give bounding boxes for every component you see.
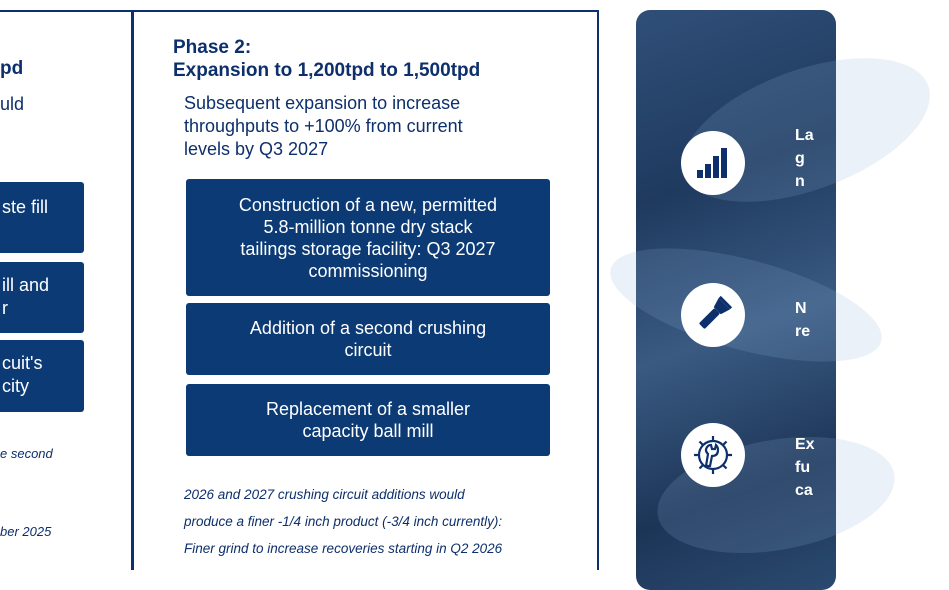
initiative-line: tailings storage facility: Q3 2027 xyxy=(240,238,496,259)
highlight-line: ca xyxy=(795,482,813,499)
left-note: e second xyxy=(0,446,53,461)
left-box-2-line: r xyxy=(2,298,8,318)
highlight-text-2 xyxy=(795,297,810,343)
gear-wrench-icon xyxy=(690,432,736,478)
initiative-line: capacity ball mill xyxy=(302,421,434,441)
phase2-desc-line: levels by Q3 2027 xyxy=(184,139,329,159)
left-box-1-line: ste fill xyxy=(2,197,49,217)
left-box-3 xyxy=(0,340,84,412)
note-line: 2026 and 2027 crushing circuit additions would xyxy=(184,487,465,502)
left-box-2 xyxy=(0,262,84,333)
phase2-title-line: Expansion to 1,200tpd to 1,500tpd xyxy=(173,60,481,81)
background-swirl xyxy=(599,225,893,384)
bar-chart-icon xyxy=(694,144,732,182)
highlight-line: La xyxy=(795,127,814,144)
left-heading: pd xyxy=(0,58,24,79)
highlight-line: N xyxy=(795,300,807,317)
left-box-3-line: cuit's xyxy=(2,353,43,373)
initiative-box-tailings xyxy=(186,179,550,296)
left-note: ber 2025 xyxy=(0,524,52,539)
phase2-desc-line: Subsequent expansion to increase xyxy=(184,93,461,113)
initiative-box-ball-mill xyxy=(186,384,550,456)
highlight-line: n xyxy=(795,173,805,190)
left-box-3-line: city xyxy=(2,376,29,396)
flashlight-icon xyxy=(693,295,733,335)
initiative-line: Construction of a new, permitted xyxy=(238,194,498,215)
highlight-line: re xyxy=(795,323,811,340)
initiative-box-crushing xyxy=(186,303,550,375)
note-line: Finer grind to increase recoveries starting in Q2 2026 xyxy=(184,541,503,556)
initiative-line: Replacement of a smaller xyxy=(265,399,471,419)
phase2-desc-line: throughputs to +100% from current xyxy=(184,116,463,136)
left-box-1 xyxy=(0,182,84,253)
initiative-line: commissioning xyxy=(308,260,428,281)
left-frame-top xyxy=(0,10,134,12)
highlight-text-3 xyxy=(795,433,815,502)
bar-chart-icon-circle xyxy=(681,131,745,195)
initiative-line: Addition of a second crushing xyxy=(249,318,487,338)
highlight-line: Ex xyxy=(795,436,815,453)
phase2-title-line: Phase 2: xyxy=(173,37,252,58)
highlight-text-1 xyxy=(795,124,814,193)
phase2-description xyxy=(184,92,564,161)
phase2-title xyxy=(173,36,593,82)
flashlight-icon-circle xyxy=(681,283,745,347)
note-line: produce a finer -1/4 inch product (-3/4 inch currently): xyxy=(184,514,503,529)
highlight-line: fu xyxy=(795,459,811,476)
initiative-line: circuit xyxy=(344,340,392,360)
initiative-line: 5.8-million tonne dry stack xyxy=(263,216,473,237)
left-subtitle: uld xyxy=(0,94,25,114)
phase2-note xyxy=(184,481,594,562)
left-box-2-line: ill and xyxy=(2,275,50,295)
gear-wrench-icon-circle xyxy=(681,423,745,487)
highlight-line: g xyxy=(795,150,805,167)
